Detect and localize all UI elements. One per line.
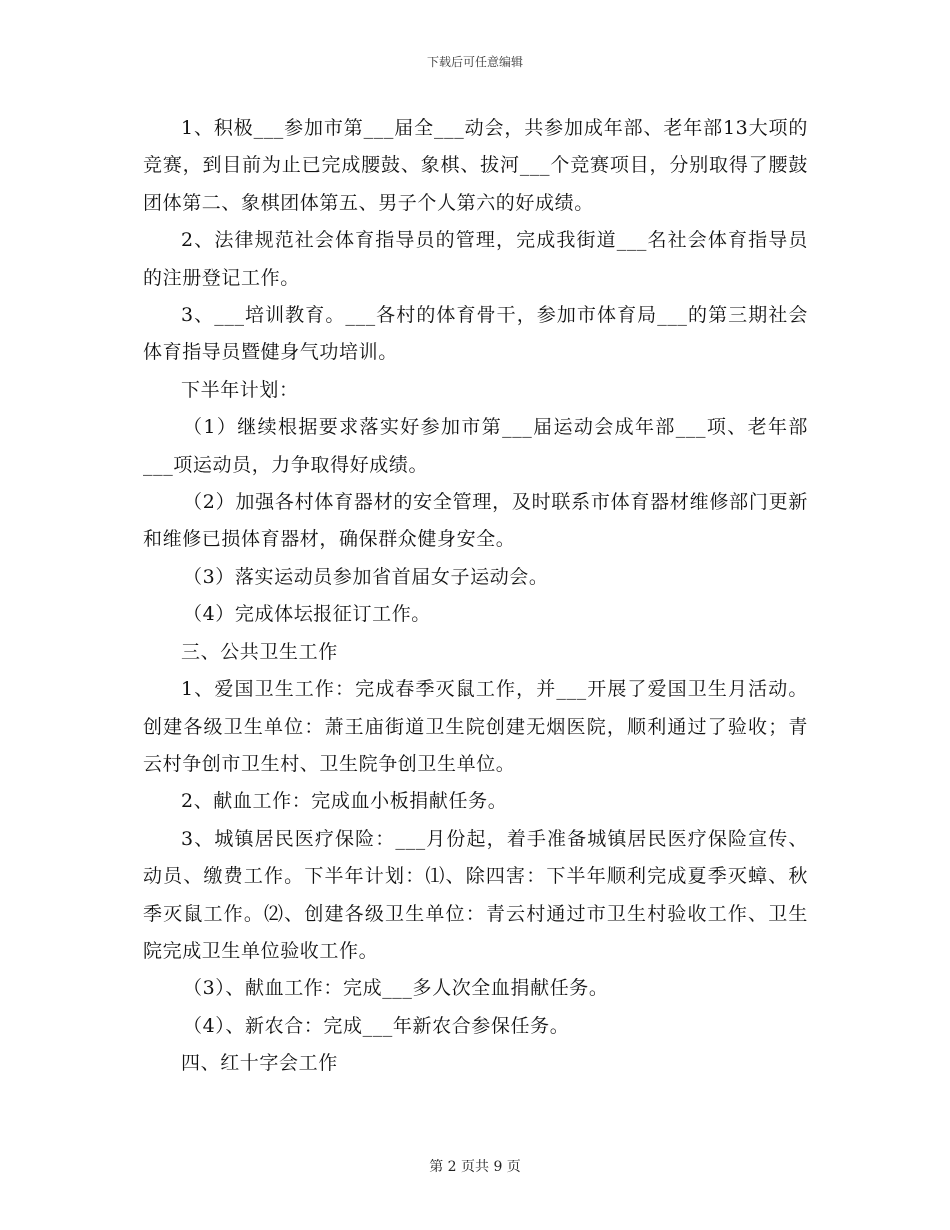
paragraph-health-5: （4）、新农合：完成___年新农合参保任务。 [183, 1014, 570, 1037]
paragraph-sports-3: 3、___培训教育。___各村的体育骨干，参加市体育局___的第三期社会体育指导员暨健身气功培训。 [143, 304, 808, 364]
paragraph-health-4: （3）、献血工作：完成___多人次全血捐献任务。 [183, 977, 609, 1000]
paragraph-health-2: 2、献血工作：完成血小板捐献任务。 [181, 790, 508, 813]
section-heading-public-health: 三、公共卫生工作 [181, 640, 338, 663]
paragraph-plan-1: （1）继续根据要求落实好参加市第___届运动会成年部___项、老年部___项运动员，力争取得好成绩。 [143, 416, 808, 476]
page-footer: 第 2 页共 9 页 [429, 1159, 521, 1175]
section-heading-red-cross: 四、红十字会工作 [181, 1052, 338, 1075]
page-header: 下载后可任意编辑 [426, 55, 523, 69]
paragraph-sports-2: 2、法律规范社会体育指导员的管理，完成我街道___名社会体育指导员的注册登记工作。 [143, 229, 808, 289]
document-body [143, 110, 808, 1083]
paragraph-plan-2: （2）加强各村体育器材的安全管理，及时联系市体育器材维修部门更新和维修已损体育器材，确保群众健身安全。 [143, 491, 808, 551]
paragraph-plan-4: （4）完成体坛报征订工作。 [183, 603, 431, 626]
paragraph-plan-heading: 下半年计划： [181, 378, 299, 401]
paragraph-sports-1: 1、积极___参加市第___届全___动会，共参加成年部、老年部13大项的竞赛，到目前为止已完成腰鼓、象棋、拔河___个竞赛项目，分别取得了腰鼓团体第二、象棋团体第五、男子个人第六的好成绩。 [143, 117, 808, 214]
paragraph-health-1: 1、爱国卫生工作：完成春季灭鼠工作，并___开展了爱国卫生月活动。创建各级卫生单位：萧王庙街道卫生院创建无烟医院，顺利通过了验收；青云村争创市卫生村、卫生院争创卫生单位。 [143, 678, 808, 775]
paragraph-plan-3: （3）落实运动员参加省首届女子运动会。 [183, 565, 549, 588]
paragraph-health-3: 3、城镇居民医疗保险：___月份起，着手准备城镇居民医疗保险宣传、动员、缴费工作。下半年计划：⑴、除四害：下半年顺利完成夏季灭蟑、秋季灭鼠工作。⑵、创建各级卫生单位：青云村通过市卫生村验收工作、卫生院完成卫生单位验收工作。 [143, 827, 808, 962]
